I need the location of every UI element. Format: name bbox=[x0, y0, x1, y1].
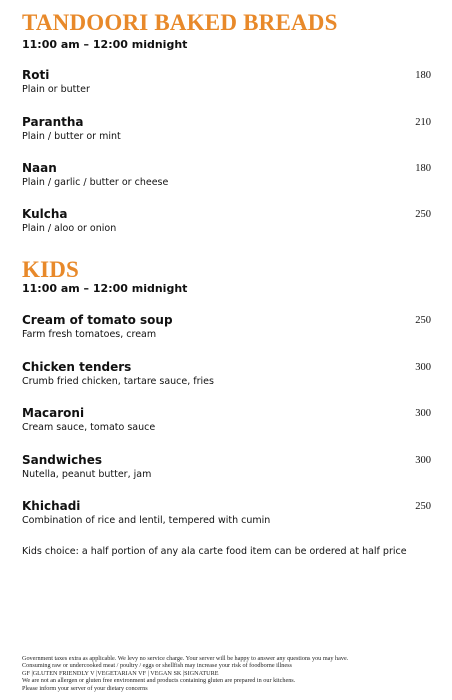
footer-line: Please inform your server of your dietary concerns bbox=[22, 684, 148, 692]
item-name: Naan bbox=[22, 161, 57, 175]
item-description: Combination of rice and lentil, tempered with cumin bbox=[22, 515, 271, 526]
menu-item-naan bbox=[22, 161, 430, 189]
menu-item-macaroni bbox=[22, 406, 430, 434]
item-price: 180 bbox=[415, 163, 431, 174]
footer-line: Consuming raw or undercooked meat / poultry / eggs or shellfish may increase your risk of foodborne illness bbox=[22, 662, 292, 670]
item-name: Chicken tenders bbox=[22, 360, 132, 374]
footer-line: Government taxes extra as applicable. We levy no service charge. Your server will be happy to answer any questions you may have. bbox=[22, 655, 349, 662]
item-price: 180 bbox=[415, 70, 431, 81]
item-name: Parantha bbox=[22, 115, 84, 129]
section-title-kids: KIDS bbox=[22, 257, 80, 282]
item-description: Farm fresh tomatoes, cream bbox=[22, 329, 157, 340]
item-description: Nutella, peanut butter, jam bbox=[22, 469, 152, 480]
item-description: Plain or butter bbox=[22, 84, 90, 95]
item-name: Roti bbox=[22, 68, 50, 82]
menu-item-khichadi bbox=[22, 499, 430, 527]
item-name: Khichadi bbox=[22, 499, 81, 513]
section-hours-breads: 11:00 am – 12:00 midnight bbox=[22, 38, 188, 51]
item-description: Crumb fried chicken, tartare sauce, fries bbox=[22, 376, 214, 387]
item-name: Sandwiches bbox=[22, 453, 103, 467]
menu-item-kulcha bbox=[22, 207, 430, 235]
menu-item-chicken-tenders bbox=[22, 360, 430, 388]
item-description: Cream sauce, tomato sauce bbox=[22, 422, 156, 433]
menu-item-parantha bbox=[22, 115, 430, 143]
footer-disclaimer bbox=[22, 655, 432, 692]
item-description: Plain / garlic / butter or cheese bbox=[22, 177, 169, 188]
menu-item-tomato-soup bbox=[22, 313, 430, 341]
menu-item-roti bbox=[22, 68, 430, 96]
item-price: 250 bbox=[415, 209, 431, 220]
item-name: Cream of tomato soup bbox=[22, 313, 173, 327]
item-price: 300 bbox=[415, 408, 431, 419]
item-price: 300 bbox=[415, 455, 431, 466]
section-title-breads: TANDOORI BAKED BREADS bbox=[22, 10, 338, 35]
kids-choice-note: Kids choice: a half portion of any ala carte food item can be ordered at half price bbox=[22, 546, 407, 557]
item-description: Plain / aloo or onion bbox=[22, 223, 117, 234]
item-name: Macaroni bbox=[22, 406, 85, 420]
item-price: 210 bbox=[415, 117, 431, 128]
item-price: 250 bbox=[415, 501, 431, 512]
item-name: Kulcha bbox=[22, 207, 68, 221]
footer-line: GF |GLUTEN FRIENDLY V |VEGETARIAN VF | VEGAN SK |SIGNATURE bbox=[22, 669, 219, 677]
item-price: 300 bbox=[415, 362, 431, 373]
footer-line: We are not an allergen or gluten free environment and products containing gluten are prepared in our kitchens. bbox=[22, 677, 296, 685]
item-description: Plain / butter or mint bbox=[22, 131, 121, 142]
item-price: 250 bbox=[415, 315, 431, 326]
menu-item-sandwiches bbox=[22, 453, 430, 481]
section-hours-kids: 11:00 am – 12:00 midnight bbox=[22, 282, 188, 295]
